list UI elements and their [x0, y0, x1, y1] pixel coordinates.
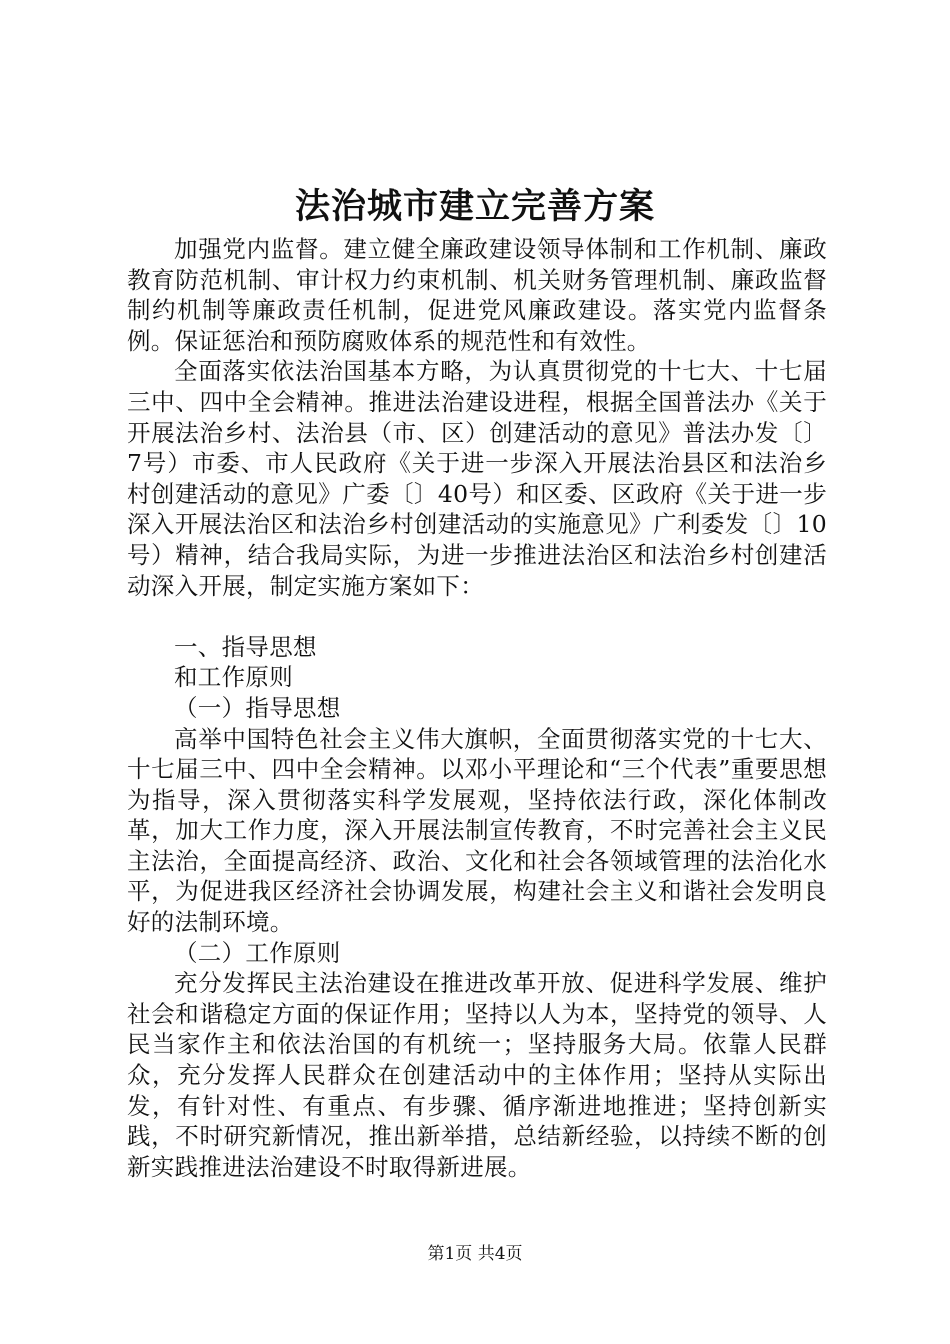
section-heading-guiding-thought: 一、指导思想 [174, 632, 317, 661]
paragraph-party-supervision: 加强党内监督。建立健全廉政建设领导体制和工作机制、廉政教育防范机制、审计权力约束机制、机关财务管理机制、廉政监督制约机制等廉政责任机制，促进党风廉政建设。落实党内监督条例。保证惩治和预防腐败体系的规范性和有效性。 [127, 235, 827, 355]
subsection-heading-work-principles: （二）工作原则 [174, 938, 341, 967]
page-number-footer: 第1页 共4页 [427, 1244, 523, 1264]
paragraph-rule-of-law-plan: 全面落实依法治国基本方略，为认真贯彻党的十七大、十七届三中、四中全会精神。推进法治建设进程，根据全国普法办《关于开展法治乡村、法治县（市、区）创建活动的意见》普法办发〔〕7号）市委、市人民政府《关于进一步深入开展法治县区和法治乡村创建活动的意见》广委〔〕40号）和区委、区政府《关于进一步深入开展法治区和法治乡村创建活动的实施意见》广利委发〔〕10号）精神，结合我局实际，为进一步推进法治区和法治乡村创建活动深入开展，制定实施方案如下： [127, 357, 827, 600]
paragraph-work-principles: 充分发挥民主法治建设在推进改革开放、促进科学发展、维护社会和谐稳定方面的保证作用；坚持以人为本，坚持党的领导、人民当家作主和依法治国的有机统一；坚持服务大局。依靠人民群众，充分发挥人民群众在创建活动中的主体作用；坚持从实际出发，有针对性、有重点、有步骤、循序渐进地推进；坚持创新实践，不时研究新情况，推出新举措，总结新经验，以持续不断的创新实践推进法治建设不时取得新进展。 [127, 969, 827, 1181]
subsection-heading-guiding-thought: （一）指导思想 [174, 693, 341, 722]
document-title: 法治城市建立完善方案 [294, 186, 655, 227]
paragraph-guiding-thought: 高举中国特色社会主义伟大旗帜，全面贯彻落实党的十七大、十七届三中、四中全会精神。以邓小平理论和“三个代表”重要思想为指导，深入贯彻落实科学发展观，坚持依法行政，深化体制改革，加大工作力度，深入开展法制宣传教育，不时完善社会主义民主法治，全面提高经济、政治、文化和社会各领域管理的法治化水平，为促进我区经济社会协调发展，构建社会主义和谐社会发明良好的法制环境。 [127, 724, 827, 937]
section-heading-continuation: 和工作原则 [174, 663, 293, 692]
paragraph-spacer [127, 601, 827, 632]
document-body [127, 234, 827, 1182]
